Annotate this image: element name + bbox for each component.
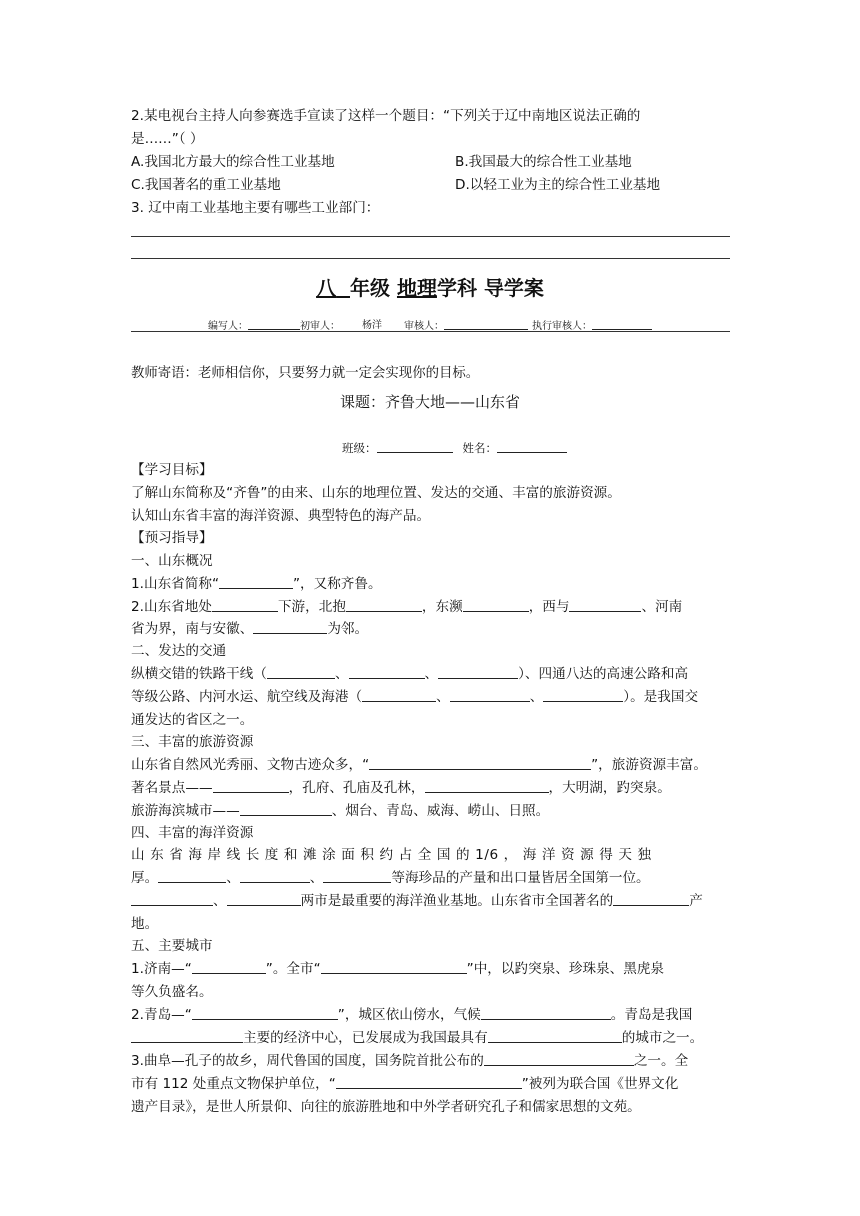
fill-blank [463, 598, 529, 612]
ocean-line2 [131, 867, 650, 889]
text-segment: ”，旅游资源丰富。 [591, 757, 707, 773]
transport-line2 [131, 686, 698, 708]
cities-line3 [131, 1004, 692, 1026]
heading-tourism: 三、丰富的旅游资源 [131, 734, 254, 750]
section-goal: 【学习目标】 [131, 462, 213, 478]
doc-type: 导学案 [483, 276, 544, 300]
option-d: D.以轻工业为主的综合性工业基地 [455, 177, 661, 193]
teacher-note: 教师寄语：老师相信你，只要努力就一定会实现你的目标。 [131, 366, 480, 381]
fill-blank [569, 598, 641, 612]
text-segment: 、 [334, 666, 349, 682]
text-segment: ”，城区依山傍水，气候 [337, 1007, 481, 1023]
first-review-label: 初审人： [300, 321, 340, 332]
ocean-line1: 山 东 省 海 岸 线 长 度 和 滩 涂 面 积 约 占 全 国 的 1/6 ， 海 洋 资 源 得 天 独 [131, 847, 652, 863]
blank [444, 316, 528, 330]
text-segment: ，西与 [528, 599, 570, 615]
fill-blank [336, 1075, 522, 1089]
text-segment: 、 [213, 893, 227, 909]
fill-blank [425, 779, 549, 793]
fill-blank [481, 1006, 611, 1020]
overview-line3 [131, 618, 368, 640]
reviewer-line [208, 316, 652, 332]
transport-line1 [131, 663, 688, 685]
class-label: 班级： [342, 441, 377, 455]
text-segment: ）、四通八达的高速公路和高 [518, 666, 689, 682]
text-segment: 、 [226, 870, 240, 886]
text-segment: 。青岛是我国 [610, 1007, 693, 1023]
text-segment: 旅游海滨城市—— [131, 803, 240, 819]
option-a: A.我国北方最大的综合性工业基地 [131, 154, 335, 170]
text-segment: 等级公路、内河水运、航空线及海港（ [131, 689, 363, 705]
class-name-line [342, 437, 567, 459]
cities-line7: 遗产目录》，是世人所景仰、向往的旅游胜地和中外学者研究孔子和儒家思想的文苑。 [131, 1099, 641, 1115]
text-segment: 纵横交错的铁路干线（ [131, 666, 267, 682]
fill-blank [349, 665, 425, 679]
question-3: 3. 辽中南工业基地主要有哪些工业部门： [131, 200, 380, 216]
text-segment: 主要的经济中心，已发展成为我国最具有 [243, 1030, 488, 1046]
subject: 地理 [396, 276, 437, 300]
text-segment: 、 [436, 689, 450, 705]
option-c: C.我国著名的重工业基地 [131, 177, 281, 193]
author-label: 编写人： [208, 321, 248, 332]
answer-line [131, 236, 730, 237]
cities-line4 [131, 1027, 703, 1049]
heading-transport: 二、发达的交通 [131, 643, 227, 659]
fill-blank [346, 598, 422, 612]
text-segment: ，孔府、孔庙及孔林， [288, 780, 425, 796]
doc-title [0, 272, 860, 301]
text-segment: 等海珍品的产量和出口量皆居全国第一位。 [391, 870, 650, 886]
fill-blank [321, 960, 467, 974]
answer-line [131, 258, 730, 259]
text-segment: 、 [309, 870, 324, 886]
fill-blank [192, 960, 266, 974]
fill-blank [369, 756, 591, 770]
fill-blank [484, 1052, 634, 1066]
overview-line1 [131, 573, 382, 595]
text-segment: ”。全市“ [265, 961, 321, 977]
fill-blank [219, 575, 293, 589]
text-segment: 省为界，南与安徽、 [131, 621, 254, 637]
grade-suffix: 年级 [350, 276, 390, 300]
tourism-line1 [131, 754, 707, 776]
fill-blank [192, 1006, 338, 1020]
text-segment: 下游，北抱 [277, 599, 346, 615]
text-segment: 之一。全 [633, 1053, 689, 1069]
subject-suffix: 学科 [436, 276, 477, 300]
fill-blank [613, 892, 689, 906]
blank [497, 439, 567, 453]
text-segment: 市有 112 处重点文物保护单位，“ [131, 1076, 336, 1092]
text-segment: 2.青岛—“ [131, 1007, 192, 1023]
cities-line1 [131, 958, 664, 980]
question-2-line2: 是……”（ ） [131, 131, 204, 147]
text-segment: 1.济南—“ [131, 961, 192, 977]
fill-blank [240, 802, 332, 816]
fill-blank [267, 665, 335, 679]
fill-blank [543, 688, 623, 702]
exec-reviewer-label: 执行审核人： [532, 321, 592, 332]
overview-line2 [131, 596, 682, 618]
text-segment: 山东省自然风光秀丽、文物古迹众多，“ [131, 757, 370, 773]
cities-line2: 等久负盛名。 [131, 984, 213, 1000]
text-segment: ”被列为联合国《世界文化 [521, 1076, 679, 1092]
transport-line3: 通发达的省区之一。 [131, 712, 254, 728]
text-segment: ”，又称齐鲁。 [292, 576, 382, 592]
heading-ocean: 四、丰富的海洋资源 [131, 825, 254, 841]
question-2-line1: 2.某电视台主持人向参赛选手宣读了这样一个题目：“下列关于辽中南地区说法正确的 [131, 108, 641, 124]
header-rule [131, 331, 730, 332]
fill-blank [488, 1029, 622, 1043]
grade: 八 [316, 276, 337, 300]
text-segment: 两市是最重要的海洋渔业基地。山东省市全国著名的 [300, 893, 614, 909]
goal-2: 认知山东省丰富的海洋资源、典型特色的海产品。 [131, 508, 431, 524]
cities-line5 [131, 1050, 688, 1072]
fill-blank [450, 688, 530, 702]
text-segment: ”中，以趵突泉、珍珠泉、黑虎泉 [466, 961, 665, 977]
text-segment: 著名景点—— [131, 780, 213, 796]
text-segment: 、 [424, 666, 439, 682]
fill-blank [131, 1029, 243, 1043]
section-guide: 【预习指导】 [131, 530, 213, 546]
heading-cities: 五、主要城市 [131, 938, 213, 954]
blank [248, 316, 300, 330]
ocean-line3 [131, 890, 703, 912]
text-segment: 为邻。 [327, 621, 369, 637]
option-b: B.我国最大的综合性工业基地 [455, 154, 632, 170]
tourism-line2 [131, 777, 671, 799]
fill-blank [253, 620, 327, 634]
text-segment: 杨洋 [362, 320, 382, 331]
text-segment: 厚。 [131, 870, 159, 886]
text-segment: 的城市之一。 [621, 1030, 704, 1046]
fill-blank [323, 869, 391, 883]
text-segment: ）。是我国交 [623, 689, 699, 705]
fill-blank [213, 779, 289, 793]
text-segment: 3.曲阜—孔子的故乡，周代鲁国的国度，国务院首批公布的 [131, 1053, 484, 1069]
text-segment: ，东濒 [421, 599, 463, 615]
fill-blank [212, 598, 278, 612]
fill-blank [362, 688, 436, 702]
text-segment: 1.山东省简称“ [131, 576, 219, 592]
blank [592, 316, 652, 330]
text-segment: 、河南 [641, 599, 683, 615]
reviewer-label: 审核人： [404, 321, 444, 332]
ocean-line4: 地。 [131, 916, 159, 932]
text-segment: 产 [689, 893, 703, 909]
name-label: 姓名： [462, 441, 497, 455]
blank [377, 439, 453, 453]
cities-line6 [131, 1073, 678, 1095]
fill-blank [227, 892, 301, 906]
fill-blank [438, 665, 518, 679]
fill-blank [158, 869, 226, 883]
tourism-line3 [131, 800, 549, 822]
heading-overview: 一、山东概况 [131, 553, 213, 569]
first-reviewer [340, 318, 404, 332]
text-segment: 2.山东省地处 [131, 599, 212, 615]
text-segment: ，大明湖，趵突泉。 [548, 780, 671, 796]
goal-1: 了解山东简称及“齐鲁”的由来、山东的地理位置、发达的交通、丰富的旅游资源。 [131, 485, 621, 501]
text-segment: 、 [529, 689, 544, 705]
fill-blank [131, 892, 213, 906]
lesson-title: 课题：齐鲁大地——山东省 [339, 393, 520, 411]
fill-blank [240, 869, 310, 883]
text-segment: 、烟台、青岛、威海、崂山、日照。 [331, 803, 550, 819]
